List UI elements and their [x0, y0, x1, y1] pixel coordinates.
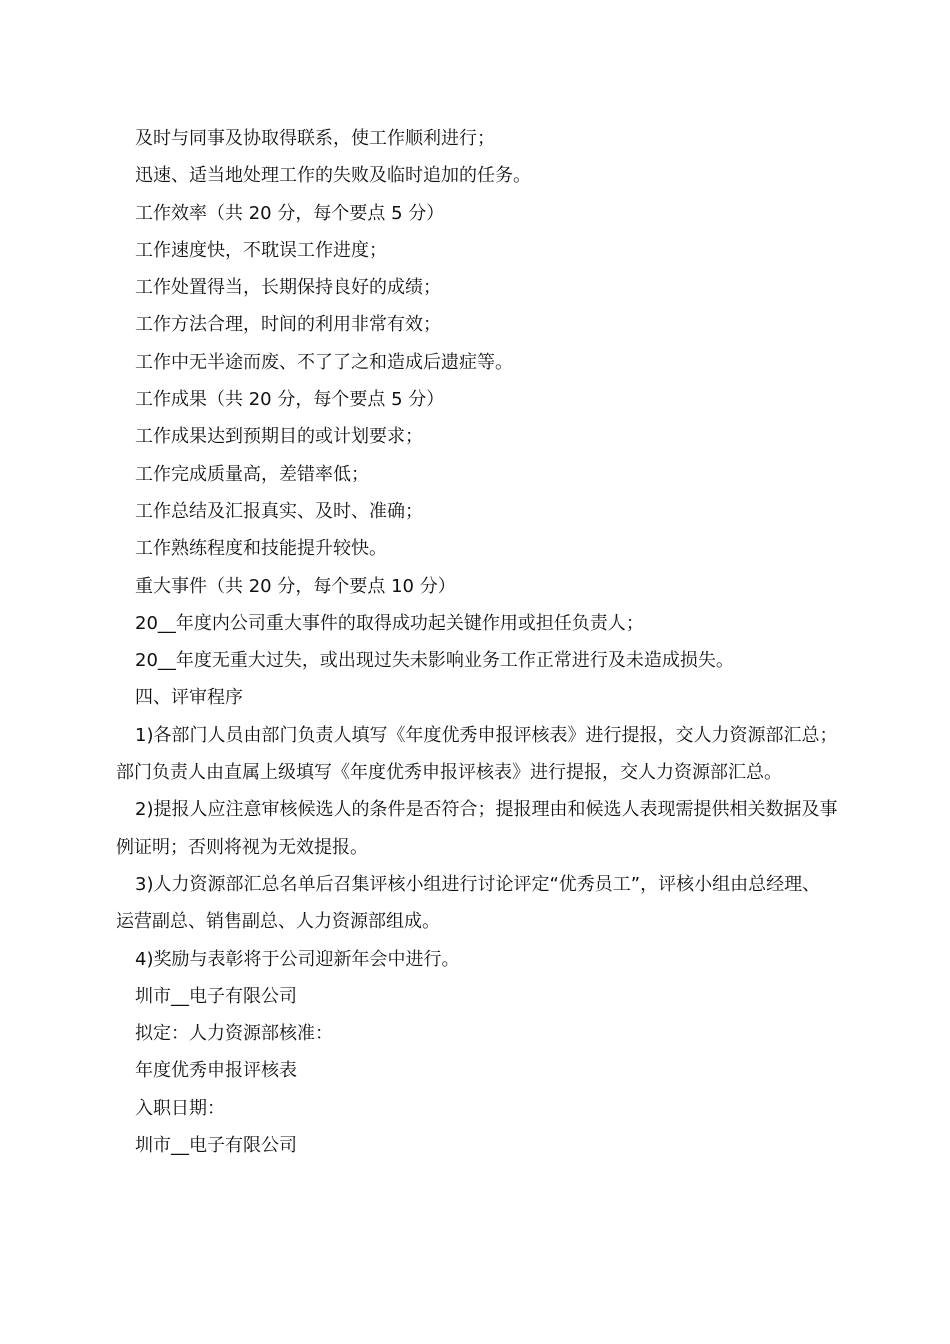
paragraph: 工作熟练程度和技能提升较快。	[135, 538, 387, 560]
paragraph: 工作总结及汇报真实、及时、准确；	[135, 500, 423, 522]
paragraph: 4)奖励与表彰将于公司迎新年会中进行。	[135, 948, 460, 970]
paragraph: 2)提报人应注意审核候选人的条件是否符合；提报理由和候选人表现需提供相关数据及事例证明；否则将视为无效提报。	[116, 799, 838, 858]
paragraph: 工作处置得当，长期保持良好的成绩；	[135, 277, 441, 299]
paragraph: 20__年度无重大过失，或出现过失未影响业务工作正常进行及未造成损失。	[135, 650, 734, 672]
document-body	[116, 120, 838, 1164]
paragraph: 工作方法合理，时间的利用非常有效；	[135, 314, 441, 336]
paragraph: 工作中无半途而废、不了了之和造成后遗症等。	[135, 351, 513, 373]
company-name: 圳市__电子有限公司	[135, 1135, 297, 1157]
section-heading: 工作成果（共 20 分，每个要点 5 分）	[135, 389, 445, 411]
paragraph: 拟定：人力资源部核准：	[135, 1023, 333, 1045]
paragraph: 20__年度内公司重大事件的取得成功起关键作用或担任负责人；	[135, 612, 644, 634]
paragraph: 工作成果达到预期目的或计划要求；	[135, 426, 423, 448]
section-heading: 四、评审程序	[135, 687, 243, 709]
paragraph: 工作完成质量高，差错率低；	[135, 463, 369, 485]
paragraph: 工作速度快，不耽误工作进度；	[135, 239, 387, 261]
paragraph: 迅速、适当地处理工作的失败及临时追加的任务。	[135, 165, 531, 187]
form-title: 年度优秀申报评核表	[135, 1060, 297, 1082]
company-name: 圳市__电子有限公司	[135, 985, 297, 1007]
section-heading: 重大事件（共 20 分，每个要点 10 分）	[135, 575, 456, 597]
paragraph: 1)各部门人员由部门负责人填写《年度优秀申报评核表》进行提报，交人力资源部汇总；部门负责人由直属上级填写《年度优秀申报评核表》进行提报，交人力资源部汇总。	[116, 724, 838, 784]
paragraph: 及时与同事及协取得联系，使工作顺利进行；	[135, 128, 495, 149]
paragraph: 3)人力资源部汇总名单后召集评核小组进行讨论评定“优秀员工”，评核小组由总经理、运营副总、销售副总、人力资源部组成。	[116, 873, 821, 933]
section-heading: 工作效率（共 20 分，每个要点 5 分）	[135, 202, 445, 224]
paragraph: 入职日期：	[135, 1097, 225, 1119]
